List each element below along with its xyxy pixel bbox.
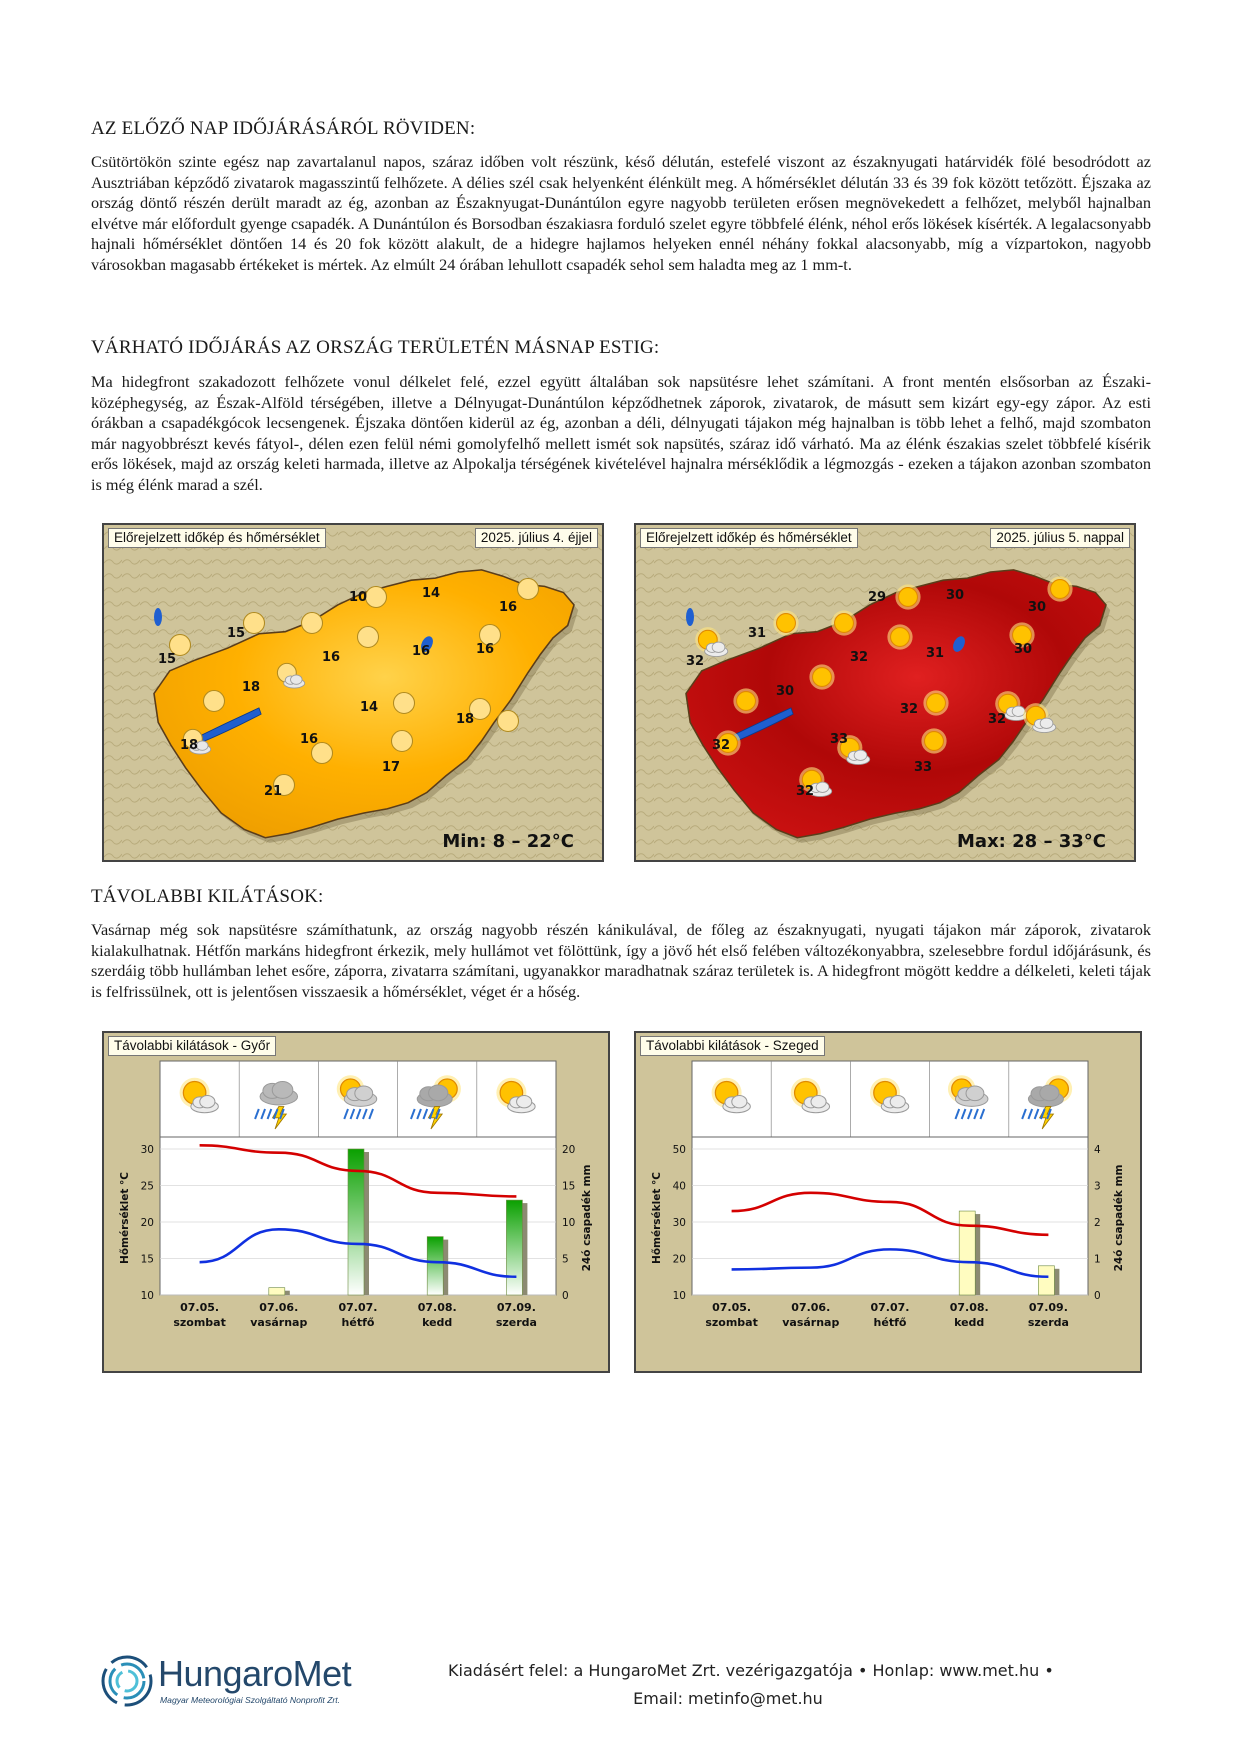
right-tick-label: 0 xyxy=(1094,1290,1101,1302)
map-svg xyxy=(636,525,1134,860)
map-svg xyxy=(104,525,602,860)
left-tick-label: 25 xyxy=(140,1180,154,1193)
chart-title: Távolabbi kilátások - Szeged xyxy=(640,1036,825,1056)
left-tick-label: 50 xyxy=(672,1144,686,1156)
precip-bar xyxy=(269,1288,285,1295)
previous-day-text: Csütörtökön szinte egész nap zavartalanul napos, száraz időben volt részünk, késő délután, estefelé viszont az északnyugati határvidék fölé besodródott az Ausztriában képződő zivatarok magasszintű felhőzete. A délies szél csak helyenként élénkült meg. A hőmérséklet délután 33 és 39 fok között tetőzött. Éjszaka az ország döntő részén derült maradt az ég, azonban az Északnyugat-Dunántúlon egyre nagyobb területen erősen megnövekedett a felhőzet, melyből hajnalban elvétve már előfordult gyenge csapadék. A Dunántúlon és Borsodban északiasra forduló szelet egyre többfelé élénk, néhol erős lökések kísérték. A legalacsonyabb hajnali hőmérséklet döntően 14 és 20 fok között alakult, de a hidegre hajlamos helyeken ennél néhány fokkal alacsonyabb, míg a vízpartokon, nagyobb városokban magasabb értékeket is mértek. Az elmúlt 24 órában lehullott csapadék sehol sem haladta meg az 1 mm-t. xyxy=(91,152,1151,274)
left-tick-label: 10 xyxy=(672,1290,686,1302)
left-tick-label: 30 xyxy=(140,1144,154,1156)
map-temp-label: 32 xyxy=(850,650,869,665)
right-axis-title: 24ó csapadék mm xyxy=(581,1164,593,1272)
map-range-label: Min: 8 – 22°C xyxy=(442,831,574,852)
outlook-chart-szeged xyxy=(634,1031,1142,1373)
sun-icon xyxy=(895,584,920,609)
map-temp-label: 15 xyxy=(158,652,177,667)
x-date-label: 07.05. xyxy=(712,1301,752,1314)
map-date: 2025. július 4. éjjel xyxy=(475,528,598,548)
forecast-heading: VÁRHATÓ IDŐJÁRÁS AZ ORSZÁG TERÜLETÉN MÁSNAP ESTIG: xyxy=(91,337,660,358)
sun-icon xyxy=(733,688,758,713)
map-temp-label: 18 xyxy=(242,680,261,695)
map-temp-label: 31 xyxy=(926,646,945,661)
footer-email-line: Email: metinfo@met.hu xyxy=(633,1689,823,1708)
x-date-label: 07.08. xyxy=(949,1301,989,1314)
plot-area xyxy=(692,1137,1088,1295)
lake-ferto xyxy=(154,608,162,626)
sun-icon xyxy=(1047,576,1072,601)
chart-svg xyxy=(636,1033,1140,1371)
sun-icon xyxy=(921,728,946,753)
left-tick-label: 15 xyxy=(140,1253,154,1266)
left-tick-label: 20 xyxy=(140,1217,154,1229)
map-temp-label: 18 xyxy=(180,738,199,753)
right-tick-label: 4 xyxy=(1094,1144,1101,1156)
hungaromet-logo xyxy=(100,1653,360,1709)
right-tick-label: 1 xyxy=(1094,1253,1101,1266)
sun-icon xyxy=(809,664,834,689)
lake-ferto xyxy=(686,608,694,626)
outlook-text: Vasárnap még sok napsütésre számíthatunk, az ország nagyobb részén kánikulával, de főleg az északnyugati, nyugati tájakon már záporok, zivatarok kialakulhatnak. Hétfőn markáns hidegfront érkezik, mely hullámot vet fölöttünk, így a jövő hét első felében változékonyabbra, szelesebbre fordul időjárásunk, és szerdáig több hullámban lehet esőre, záporra, zivatarra számítani, ugyanakkor maradhatnak száraz területek is. A hidegfront mögött keddre a délkeleti, keleti tájak is felfrissülnek, ott is jelentősen visszaesik a hőmérséklet, véget ér a hőség. xyxy=(91,920,1151,1001)
map-temp-label: 16 xyxy=(412,644,431,659)
outlook-heading: TÁVOLABBI KILÁTÁSOK: xyxy=(91,886,324,907)
map-temp-label: 21 xyxy=(264,784,283,799)
map-temp-label: 16 xyxy=(322,650,341,665)
logo-subtitle: Magyar Meteorológiai Szolgáltató Nonprofit Zrt. xyxy=(160,1695,341,1705)
x-weekday-label: vasárnap xyxy=(782,1316,840,1329)
map-temp-label: 10 xyxy=(349,590,368,605)
map-temp-label: 32 xyxy=(712,738,731,753)
map-temp-label: 32 xyxy=(686,654,705,669)
left-tick-label: 10 xyxy=(140,1290,154,1302)
x-date-label: 07.07. xyxy=(338,1301,378,1314)
x-date-label: 07.08. xyxy=(417,1301,457,1314)
chart-title: Távolabbi kilátások - Győr xyxy=(108,1036,276,1056)
map-title: Előrejelzett időkép és hőmérséklet xyxy=(108,528,326,548)
x-date-label: 07.06. xyxy=(791,1301,831,1314)
map-date: 2025. július 5. nappal xyxy=(990,528,1130,548)
outlook-chart-gyor xyxy=(102,1031,610,1373)
map-temp-label: 31 xyxy=(748,626,767,641)
left-tick-label: 30 xyxy=(672,1217,686,1229)
map-temp-label: 14 xyxy=(422,586,441,601)
x-weekday-label: szombat xyxy=(173,1316,226,1329)
x-weekday-label: vasárnap xyxy=(250,1316,308,1329)
map-temp-label: 14 xyxy=(360,700,379,715)
forecast-map-night xyxy=(102,523,604,862)
right-tick-label: 15 xyxy=(562,1180,576,1193)
map-temp-label: 30 xyxy=(946,588,965,603)
map-temp-label: 29 xyxy=(868,590,887,605)
map-temp-label: 16 xyxy=(476,642,495,657)
map-temp-label: 33 xyxy=(830,732,849,747)
precip-bar xyxy=(427,1237,443,1295)
map-temp-label: 16 xyxy=(499,600,518,615)
map-temp-label: 30 xyxy=(1014,642,1033,657)
x-date-label: 07.06. xyxy=(259,1301,299,1314)
x-weekday-label: szerda xyxy=(495,1316,537,1329)
right-tick-label: 10 xyxy=(562,1217,576,1229)
precip-bar xyxy=(506,1200,522,1295)
forecast-map-day xyxy=(634,523,1136,862)
precip-bar xyxy=(1038,1266,1054,1295)
right-axis-title: 24ó csapadék mm xyxy=(1113,1164,1125,1272)
left-axis-title: Hőmérséklet °C xyxy=(119,1172,131,1264)
footer-publisher-line: Kiadásért felel: a HungaroMet Zrt. vezérigazgatója • Honlap: www.met.hu • xyxy=(448,1661,1054,1680)
left-tick-label: 20 xyxy=(672,1253,686,1266)
map-temp-label: 30 xyxy=(776,684,795,699)
x-weekday-label: szombat xyxy=(705,1316,758,1329)
x-weekday-label: kedd xyxy=(422,1316,453,1329)
chart-svg xyxy=(104,1033,608,1371)
x-weekday-label: hétfő xyxy=(873,1316,907,1329)
left-tick-label: 40 xyxy=(672,1180,686,1193)
map-temp-label: 15 xyxy=(227,626,246,641)
map-temp-label: 33 xyxy=(914,760,933,775)
forecast-text: Ma hidegfront szakadozott felhőzete vonul délkelet felé, ezzel együtt általában sok napsütésre lehet számítani. A front mentén elsősorban az Északi-középhegység, az Észak-Alföld térségében, illetve a Délnyugat-Dunántúlon képződhetnek záporok, zivatarok, de másutt sem kizárt egy-egy zápor. Az esti órákban a csapadékgócok lecsengenek. Éjszaka döntően kiderül az ég, azonban a déli, délnyugati tájakon még hajnalban is több lehet a felhő, majd szombaton már nagyobbrészt kevés fátyol-, délen ezen felül némi gomolyfelhő mellett ismét sok napsütés, száraz idő várható. Ma az élénk északias szelet többfelé kísérik erős lökések, majd az ország keleti harmada, illetve az Alpokalja térségének kivételével hajnalra mérséklődik a légmozgás - ezeken a tájakon azonban szombaton is még élénk marad a szél. xyxy=(91,372,1151,494)
sun-icon xyxy=(773,610,798,635)
x-date-label: 07.09. xyxy=(1028,1301,1068,1314)
map-temp-label: 30 xyxy=(1028,600,1047,615)
map-temp-label: 32 xyxy=(988,712,1007,727)
map-temp-label: 32 xyxy=(900,702,919,717)
map-temp-label: 16 xyxy=(300,732,319,747)
x-date-label: 07.09. xyxy=(496,1301,536,1314)
map-title: Előrejelzett időkép és hőmérséklet xyxy=(640,528,858,548)
right-tick-label: 3 xyxy=(1094,1180,1101,1193)
map-range-label: Max: 28 – 33°C xyxy=(957,831,1106,852)
right-tick-label: 0 xyxy=(562,1290,569,1302)
map-temp-label: 17 xyxy=(382,760,401,775)
precip-bar xyxy=(959,1211,975,1295)
sun-icon xyxy=(923,690,948,715)
logo-brand-text: HungaroMet xyxy=(158,1653,352,1694)
x-date-label: 07.05. xyxy=(180,1301,220,1314)
x-weekday-label: kedd xyxy=(954,1316,985,1329)
right-tick-label: 20 xyxy=(562,1144,576,1156)
left-axis-title: Hőmérséklet °C xyxy=(651,1172,663,1264)
sun-icon xyxy=(831,610,856,635)
x-weekday-label: hétfő xyxy=(341,1316,375,1329)
map-temp-label: 32 xyxy=(796,784,815,799)
right-tick-label: 5 xyxy=(562,1253,569,1266)
right-tick-label: 2 xyxy=(1094,1217,1101,1229)
previous-day-heading: AZ ELŐZŐ NAP IDŐJÁRÁSÁRÓL RÖVIDEN: xyxy=(91,118,476,139)
sun-icon xyxy=(887,624,912,649)
logo-swirl-icon xyxy=(100,1653,156,1709)
map-temp-label: 18 xyxy=(456,712,475,727)
x-weekday-label: szerda xyxy=(1027,1316,1069,1329)
x-date-label: 07.07. xyxy=(870,1301,910,1314)
